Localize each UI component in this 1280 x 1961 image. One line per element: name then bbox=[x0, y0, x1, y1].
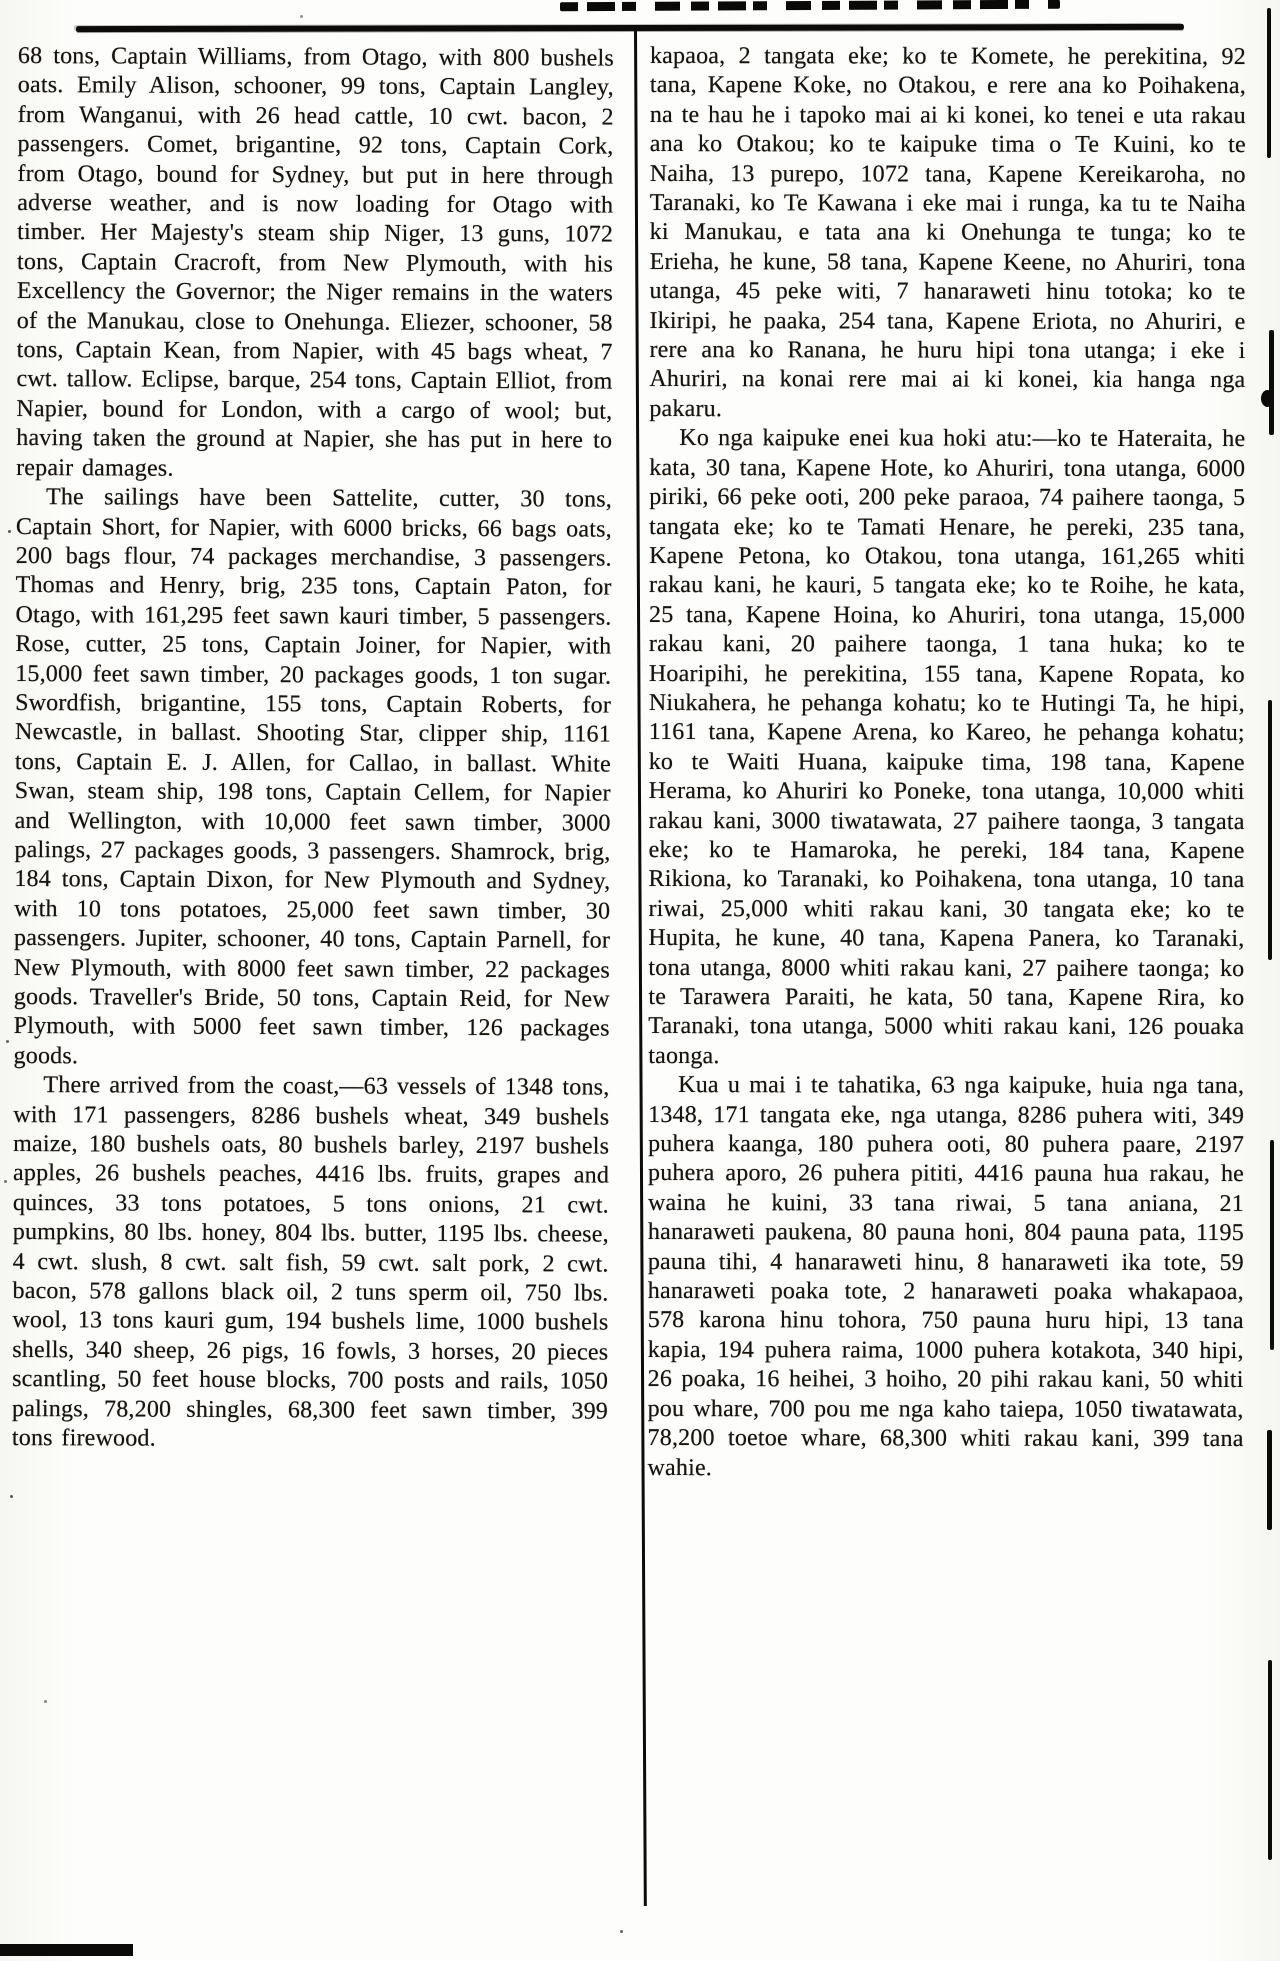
paragraph-sailings-en: The sailings have been Sattelite, cutter, 30 tons, Captain Short, for Napier, with 6000 bricks, 66 bags oats, 200 bags flour, 74 packages merchandise, 3 passengers. Thomas and Henry, brig, 235 tons, Captain Paton, for Otago, with 161,295 feet sawn kauri timber, 5 passengers. Rose, cutter, 25 tons, Captain Joiner, for Napier, with 15,000 feet sawn timber, 20 packages goods, 1 ton sugar. Swordfish, brigantine, 155 tons, Captain Roberts, for Newcastle, in ballast. Shooting Star, clipper ship, 1161 tons, Captain E. J. Allen, for Callao, in ballast. White Swan, steam ship, 198 tons, Captain Cellem, for Napier and Wellington, with 10,000 feet sawn timber, 3000 palings, 27 packages goods, 3 passengers. Shamrock, brig, 184 tons, Captain Dixon, for New Plymouth and Sydney, with 10 tons potatoes, 25,000 feet sawn timber, 30 passengers. Jupiter, schooner, 40 tons, Captain Parnell, for New Plymouth, with 8000 feet sawn timber, 22 packages goods. Traveller's Bride, 50 tons, Captain Reid, for New Plymouth, with 5000 feet sawn timber, 126 packages goods. bbox=[13, 484, 613, 1070]
column-divider bbox=[634, 30, 647, 1906]
scan-artifact-right-edge bbox=[1268, 700, 1272, 960]
right-column-maori bbox=[647, 42, 1246, 1484]
paragraph-arrivals-en: 68 tons, Captain Williams, from Otago, with 800 bushels oats. Emily Alison, schooner, 99 tons, Captain Langley, from Wanganui, with 26 head cattle, 10 cwt. bacon, 2 passengers. Comet, brigantine, 92 tons, Captain Cork, from Otago, bound for Sydney, but put in here through adverse weather, and is now loading for Otago with timber. Her Majesty's steam ship Niger, 13 guns, 1072 tons, Captain Cracroft, from New Plymouth, with his Excellency the Governor; the Niger remains in the waters of the Manukau, close to Onehunga. Eliezer, schooner, 58 tons, Captain Kean, from Napier, with 45 bags wheat, 7 cwt. tallow. Eclipse, barque, 254 tons, Captain Elliot, from Napier, bound for London, with a cargo of wool; but, having taken the ground at Napier, she has put in here to repair damages. bbox=[16, 42, 614, 482]
left-column-english bbox=[12, 42, 614, 1456]
paragraph-arrivals-mi: kapaoa, 2 tangata eke; ko te Komete, he perekitina, 92 tana, Kapene Koke, no Otakou, e rere ana ko Poihakena, na te hau he i tapoko mai ai ki konei, ko tenei e uta rakau ana ko Otakou; ko te kaipuke tima o Te Kuini, ko te Naiha, 13 purepo, 1072 tana, Kapene Kereikaroha, no Taranaki, ko Te Kawana i eke mai i runga, ka tu te Naiha ki Manukau, e tata ana ki Onehunga te tunga; ko te Erieha, he kune, 58 tana, Kapene Keene, no Ahuriri, tona utanga, 45 peke witi, 7 hanaraweti hinu totoka; ko te Ikiripi, he paaka, 254 tana, Kapene Eriota, no Ahuriri, e rere ana ko Ranana, he huru hipi tona utanga; i eke i Ahuriri, na konai rere mai ai ki konei, kia hanga nga pakaru. bbox=[649, 43, 1246, 423]
scan-artifact-right-edge bbox=[1269, 330, 1274, 435]
paragraph-coast-arrivals-en: There arrived from the coast,—63 vessels of 1348 tons, with 171 passengers, 8286 bushels wheat, 349 bushels maize, 180 bushels oats, 80 bushels barley, 2197 bushels apples, 26 bushels peaches, 4416 lbs. fruits, grapes and quinces, 33 tons potatoes, 5 tons onions, 21 cwt. pumpkins, 80 lbs. honey, 804 lbs. butter, 1195 lbs. cheese, 4 cwt. slush, 8 cwt. salt fish, 59 cwt. salt pork, 2 cwt. bacon, 578 gallons black oil, 2 tuns sperm oil, 750 lbs. wool, 13 tons kauri gum, 194 bushels lime, 1000 bushels shells, 340 sheep, 26 pigs, 16 fowls, 3 horses, 20 pieces scantling, 50 feet house blocks, 700 posts and rails, 1050 palings, 78,200 shingles, 68,300 feet sawn timber, 399 tons firewood. bbox=[11, 1072, 610, 1452]
scan-artifact-right-edge bbox=[1270, 1140, 1274, 1350]
scan-artifact-right-edge bbox=[1267, 8, 1271, 158]
masthead-glyph-bottoms bbox=[560, 0, 1060, 11]
scan-artifact-bottom-bar bbox=[0, 1944, 133, 1956]
paragraph-coast-arrivals-mi: Kua u mai i te tahatika, 63 nga kaipuke, huia nga tana, 1348, 171 tangata eke, nga utanga, 8286 puhera witi, 349 puhera kaanga, 180 puhera ooti, 80 puhera paare, 2197 puhera aporo, 26 puhera pititi, 4416 pauna hua rakau, he waina he kuini, 33 tana riwai, 5 tana aniana, 21 hanaraweti paukena, 80 pauna honi, 804 pauna pata, 1195 pauna tihi, 4 hanaraweti hinu, 8 hanaraweti ika tote, 59 hanaraweti poaka tote, 2 hanaraweti poaka whakapaoa, 578 karona hinu tohora, 750 pauna huru hipi, 13 tana kapia, 194 puhera raima, 1000 puhera kotakota, 340 hipi, 26 poaka, 16 heihei, 3 hoiho, 20 pihi rakau kani, 50 whiti pou whare, 700 pou me nga kaho taiepa, 1050 tiwatawata, 78,200 toetoe whare, 68,300 whiti rakau kani, 399 tana wahie. bbox=[647, 1072, 1245, 1481]
paragraph-sailings-mi: Ko nga kaipuke enei kua hoki atu:—ko te Hateraita, he kata, 30 tana, Kapene Hote, ko Ahuriri, tona utanga, 6000 piriki, 66 peke ooti, 200 peke paraoa, 74 paihere taonga, 5 tangata eke; ko te Tamati Henare, he pereki, 235 tana, Kapene Petona, ko Otakou, tona utanga, 161,265 whiti rakau kani, he kauri, 5 tangata eke; ko te Roihe, he kata, 25 tana, Kapene Hoina, ko Ahuriri, tona utanga, 15,000 rakau kani, 20 paihere taonga, 1 tana huka; ko te Hoaripihi, he perekitina, 155 tana, Kapene Ropata, ko Niukahera, he pehanga kohatu; ko te Hutingi Ta, he hipi, 1161 tana, Kapene Arena, ko Kareo, he pehanga kohatu; ko te Waiti Huana, kaipuke tima, 198 tana, Kapene Herama, ko Ahuriri ko Poneke, tona utanga, 10,000 whiti rakau kani, 3000 tiwatawata, 27 paihere taonga, 3 tangata eke; ko te Hamaroka, he pereki, 184 tana, Kapene Rikiona, ko Taranaki, ko Poihakena, tona utanga, 10 tana riwai, 25,000 whiti rakau kani, 30 tangata eke; ko te Hupita, he kune, 40 tana, Kapena Panera, ko Taranaki, tona utanga, 8000 whiti rakau kani, 27 paihere taonga; ko te Tarawera Paraiti, he kata, 50 tana, Kapene Rira, ko Taranaki, tona utanga, 5000 whiti rakau kani, 126 pouaka taonga. bbox=[648, 425, 1246, 1069]
scan-artifact-right-edge bbox=[1268, 1660, 1272, 1860]
top-rule bbox=[76, 24, 1184, 32]
masthead-fragment bbox=[560, 0, 1060, 13]
ink-specks bbox=[8, 530, 11, 533]
scan-artifact-ink-blob bbox=[1261, 390, 1274, 407]
scan-artifact-right-edge bbox=[1267, 1430, 1272, 1530]
